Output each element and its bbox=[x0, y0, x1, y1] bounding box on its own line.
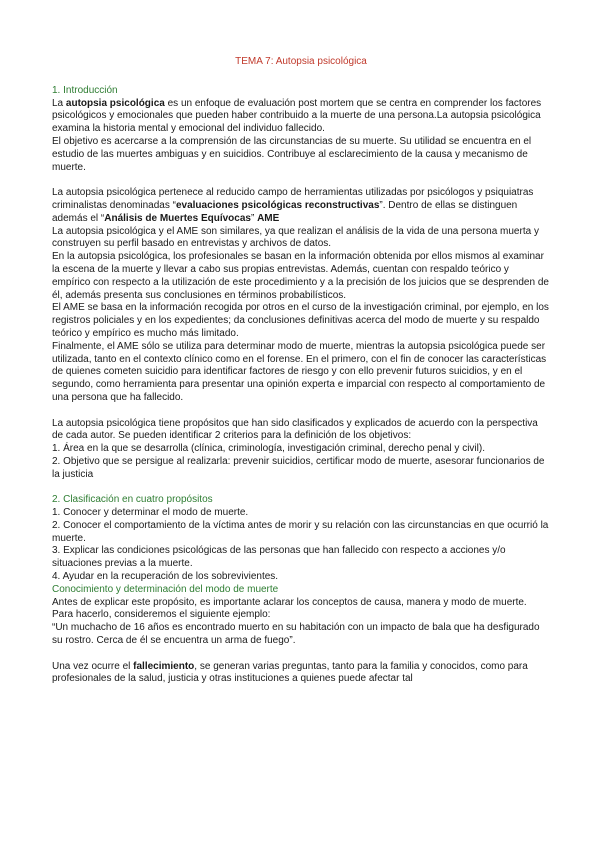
bold-term: fallecimiento bbox=[133, 660, 195, 672]
paragraph: Finalmente, el AME sólo se utiliza para determinar modo de muerte, mientras la autopsia psicológica puede ser utilizada, tanto en el contexto clínico como en el forense. En el primero, con el fin de conocer las características de quienes cometen suicidio para identificar factores de riesgo y con ello prevenir futuros suicidios, y en el segundo, como herramienta para presentar una opinión experta e imparcial con respecto al comportamiento de una persona que ha fallecido. bbox=[52, 340, 547, 403]
paragraph: Antes de explicar este propósito, es importante aclarar los conceptos de causa, manera y modo de muerte. Para hacerlo, consideremos el siguiente ejemplo: bbox=[52, 596, 527, 621]
text-run: es un enfoque de evaluación post mortem que se centra en comprender los factores psicológicos y emocionales que pueden haber contribuido a la muerte de una persona.La autopsia psicológica examina la historia mental y emocional del individuo fallecido. bbox=[52, 97, 542, 135]
document-page bbox=[52, 56, 550, 686]
list-item: 4. Ayudar en la recuperación de los sobrevivientes. bbox=[52, 571, 279, 583]
list-item: 3. Explicar las condiciones psicológicas de las personas que han fallecido con respecto a acciones y/o situaciones previas a la muerte. bbox=[52, 545, 506, 570]
section-heading-introduccion: 1. Introducción bbox=[52, 84, 118, 96]
text-run: La bbox=[52, 97, 66, 109]
text-run: , se generan varias preguntas, tanto para la familia y conocidos, como para profesionales de la salud, justicia y otras instituciones a quienes puede afectar tal bbox=[52, 660, 528, 685]
paragraph: El objetivo es acercarse a la comprensión de las circunstancias de su muerte. Su utilidad se encuentra en el estudio de las muertes ambiguas y en suicidios. Contribuye al esclarecimiento de la causa y mecanismo de muerte. bbox=[52, 135, 532, 173]
list-item: 2. Objetivo que se persigue al realizarla: prevenir suicidios, certificar modo de muerte, asesorar funcionarios de la justicia bbox=[52, 455, 545, 480]
bold-term: Análisis de Muertes Equívocas bbox=[104, 212, 251, 224]
text-run: Una vez ocurre el bbox=[52, 660, 134, 672]
list-item: 1. Área en la que se desarrolla (clínica, criminología, investigación criminal, derecho penal y civil). bbox=[52, 443, 485, 455]
subsection-heading: Conocimiento y determinación del modo de muerte bbox=[52, 583, 279, 595]
paragraph bbox=[52, 187, 550, 225]
paragraph: La autopsia psicológica tiene propósitos que han sido clasificados y explicados de acuerdo con la perspectiva de cada autor. Se pueden identificar 2 criterios para la definición de los objetivos: bbox=[52, 417, 538, 442]
paragraph: La autopsia psicológica y el AME son similares, ya que realizan el análisis de la vida de una persona muerta y construyen su perfil basado en entrevistas y archivos de datos. bbox=[52, 225, 539, 250]
paragraph bbox=[52, 661, 550, 687]
paragraph: En la autopsia psicológica, los profesionales se basan en la información obtenida por ellos mismos al examinar la escena de la muerte y llevar a cabo sus propias entrevistas. Además, cuentan con respaldo teórico y empírico con respecto a la utilización de este procedimiento y a la precisión de los juicios que se desprenden de él, además presenta sus conclusiones en términos probabilísticos. bbox=[52, 251, 549, 301]
bold-term: autopsia psicológica bbox=[65, 97, 165, 109]
list-item: 2. Conocer el comportamiento de la víctima antes de morir y su relación con las circunstancias en que ocurrió la muerte. bbox=[52, 519, 549, 544]
paragraph: El AME se basa en la información recogida por otros en el curso de la investigación criminal, por ejemplo, en los registros policiales y en los expedientes; da conclusiones definitivas acerca del modo de muerte y su respaldo teórico y empírico es mucho más limitado. bbox=[52, 302, 549, 339]
quote: “Un muchacho de 16 años es encontrado muerto en su habitación con un impacto de bala que ha desfigurado su rostro. Cerca de él se encuentra un arma de fuego”. bbox=[52, 622, 540, 647]
section-heading-clasificacion: 2. Clasificación en cuatro propósitos bbox=[52, 494, 213, 506]
list-item: 1. Conocer y determinar el modo de muerte. bbox=[52, 507, 249, 519]
page-title: TEMA 7: Autopsia psicológica bbox=[235, 56, 367, 67]
bold-term: AME bbox=[257, 212, 280, 224]
text-run: ” bbox=[250, 212, 258, 224]
bold-term: evaluaciones psicológicas reconstructivas bbox=[175, 199, 380, 211]
text-run: La autopsia psicológica pertenece al reducido campo de herramientas utilizadas por psicólogos y psiquiatras criminalistas denominadas “ bbox=[52, 187, 534, 211]
text-run: ”. Dentro de ellas se distinguen además el “ bbox=[52, 199, 518, 224]
paragraph bbox=[52, 98, 550, 136]
